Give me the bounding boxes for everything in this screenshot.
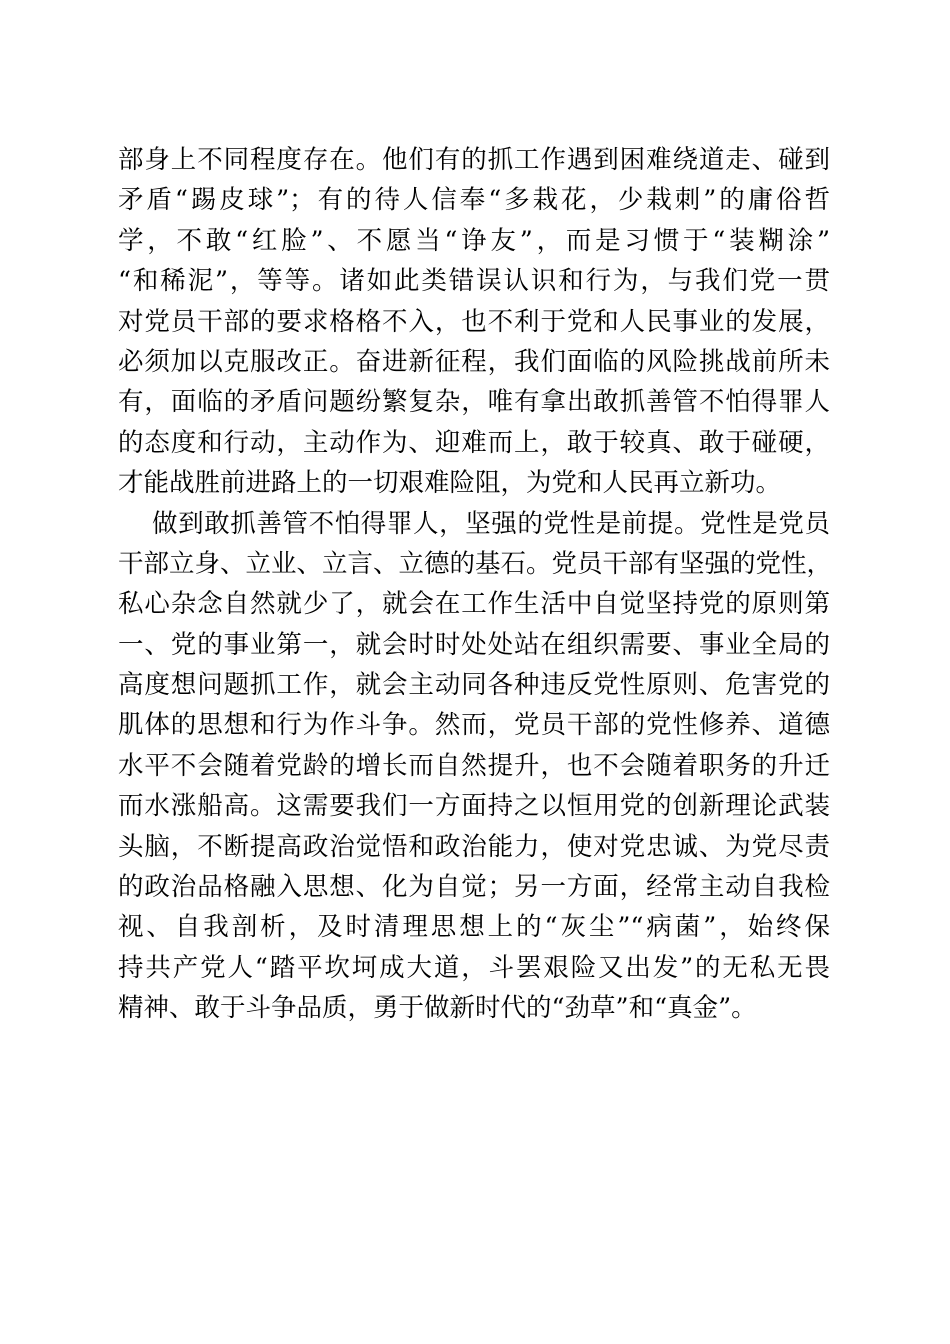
paragraph-2 <box>118 504 833 1029</box>
text-line: 的态度和行动，主动作为、迎难而上，敢于较真、敢于碰硬， <box>118 427 830 458</box>
text-line: 部身上不同程度存在。他们有的抓工作遇到困难绕道走、碰到 <box>118 145 830 175</box>
text-line: 有，面临的矛盾问题纷繁复杂，唯有拿出敢抓善管不怕得罪人 <box>118 387 830 418</box>
text-line: 干部立身、立业、立言、立德的基石。党员干部有坚强的党性， <box>118 548 833 579</box>
text-line: “和稀泥”，等等。诸如此类错误认识和行为，与我们党一贯 <box>118 266 830 297</box>
text-line: 的政治品格融入思想、化为自觉；另一方面，经常主动自我检 <box>118 872 830 903</box>
text-line: 头脑，不断提高政治觉悟和政治能力，使对党忠诚、为党尽责 <box>118 831 830 862</box>
text-line: 持共产党人“踏平坎坷成大道，斗罢艰险又出发”的无私无畏 <box>118 952 830 983</box>
text-line: 视、自我剖析，及时清理思想上的“灰尘”“病菌”，始终保 <box>118 912 830 943</box>
text-line: 才能战胜前进路上的一切艰难险阻，为党和人民再立新功。 <box>118 468 782 499</box>
text-line: 私心杂念自然就少了，就会在工作生活中自觉坚持党的原则第 <box>118 589 830 620</box>
text-line: 而水涨船高。这需要我们一方面持之以恒用党的创新理论武装 <box>118 791 830 822</box>
text-line: 肌体的思想和行为作斗争。然而，党员干部的党性修养、道德 <box>118 710 830 741</box>
text-line: 高度想问题抓工作，就会主动同各种违反党性原则、危害党的 <box>118 670 830 701</box>
text-line: 学，不敢“红脸”、不愿当“诤友”，而是习惯于“装糊涂” <box>118 225 830 256</box>
body-text <box>118 140 833 1029</box>
text-line: 水平不会随着党龄的增长而自然提升，也不会随着职务的升迁 <box>118 750 830 781</box>
text-line: 矛盾“踢皮球”；有的待人信奉“多栽花，少栽刺”的庸俗哲 <box>118 185 830 216</box>
text-line: 必须加以克服改正。奋进新征程，我们面临的风险挑战前所未 <box>118 346 830 377</box>
text-line: 一、党的事业第一，就会时时处处站在组织需要、事业全局的 <box>118 629 830 660</box>
text-line: 做到敢抓善管不怕得罪人，坚强的党性是前提。党性是党员 <box>152 508 830 539</box>
paragraph-1 <box>118 140 830 504</box>
text-line: 精神、敢于斗争品质，勇于做新时代的“劲草”和“真金”。 <box>118 993 757 1024</box>
text-line: 对党员干部的要求格格不入，也不利于党和人民事业的发展， <box>118 306 830 337</box>
